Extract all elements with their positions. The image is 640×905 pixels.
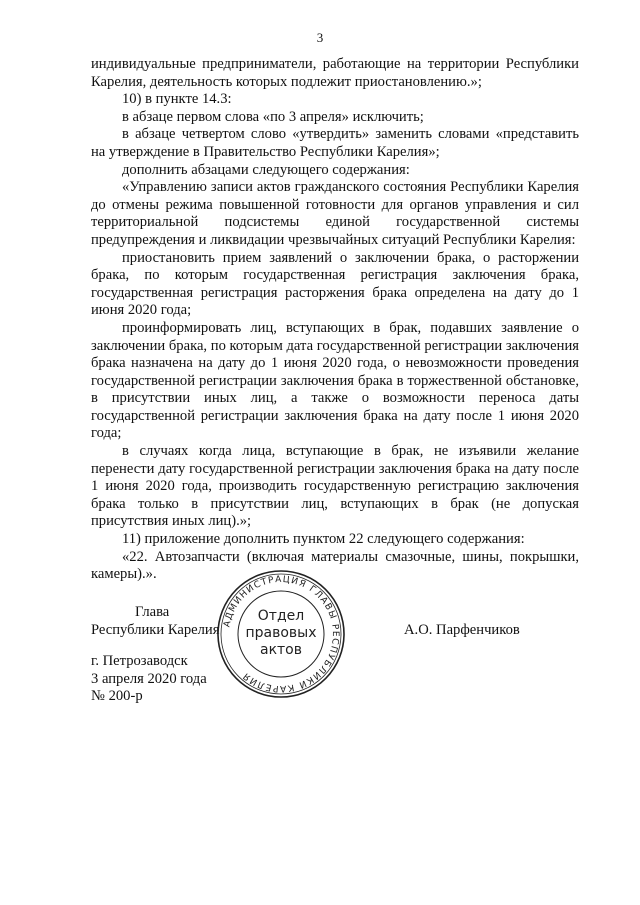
paragraph-5: дополнить абзацами следующего содержания: xyxy=(122,161,410,178)
paragraph-6: «Управлению записи актов гражданского состояния Республики Карелия до отмены режима повышенной готовности для органов управления и сил территориальной подсистемы единой государственной системы предупреждения и ликвидации чрезвычайных ситуаций Республики Карелия: xyxy=(91,179,579,248)
stamp-line-1: Отдел xyxy=(257,608,305,624)
document-number: № 200-р xyxy=(91,688,143,705)
stamp-line-3: актов xyxy=(259,642,303,658)
paragraph-4: в абзаце четвертом слово «утвердить» заменить словами «представить на утверждение в Правительство Республики Карелия»; xyxy=(91,126,579,160)
paragraph-3: в абзаце первом слова «по 3 апреля» исключить; xyxy=(122,108,424,125)
city: г. Петрозаводск xyxy=(91,653,188,669)
body-text xyxy=(91,56,579,584)
signature-block xyxy=(91,604,219,639)
paragraph-2: 10) в пункте 14.3: xyxy=(122,91,232,108)
signature-title: Глава xyxy=(135,604,170,620)
paragraph-8: проинформировать лиц, вступающих в брак, подавших заявление о заключении брака, по которым дата государственной регистрации заключения брака назначена на дату до 1 июня 2020 года, о невозможности проведения государственной регистрации заключения брака в торжественной обстановке, в присутствии иных лиц, а также о возможности переноса даты государственной регистрации заключения брака на дату после 1 июня 2020 года; xyxy=(91,319,579,442)
stamp-ring-text: АДМИНИСТРАЦИЯ ГЛАВЫ РЕСПУБЛИКИ КАРЕЛИЯ xyxy=(222,574,341,694)
paragraph-11: «22. Автозапчасти (включая материалы смазочные, шины, покрышки, камеры).». xyxy=(91,548,579,583)
date: 3 апреля 2020 года xyxy=(91,670,207,687)
paragraph-9: в случаях когда лица, вступающие в брак, не изъявили желание перенести дату государственной регистрации заключения брака на дату после 1 июня 2020 года, производить государственную регистрацию заключения брака только в присутствии лиц, вступающих в брак (не допуская присутствия иных лиц).»; xyxy=(91,443,579,530)
place-date-block xyxy=(91,653,207,706)
paragraph-1: индивидуальные предприниматели, работающие на территории Республики Карелия, деятельность которых подлежит приостановлению.»; xyxy=(91,56,579,90)
official-stamp xyxy=(215,568,347,700)
signature-org: Республики Карелия xyxy=(91,621,220,638)
signer-name: А.О. Парфенчиков xyxy=(404,622,520,638)
paragraph-10: 11) приложение дополнить пунктом 22 следующего содержания: xyxy=(122,531,525,548)
page-number: 3 xyxy=(316,30,324,45)
stamp-line-2: правовых xyxy=(245,625,317,641)
paragraph-7: приостановить прием заявлений о заключении брака, о расторжении брака, по которым государственная регистрация заключения брака, государственная регистрация расторжения брака определена на дату до 1 июня 2020 года; xyxy=(91,249,579,319)
